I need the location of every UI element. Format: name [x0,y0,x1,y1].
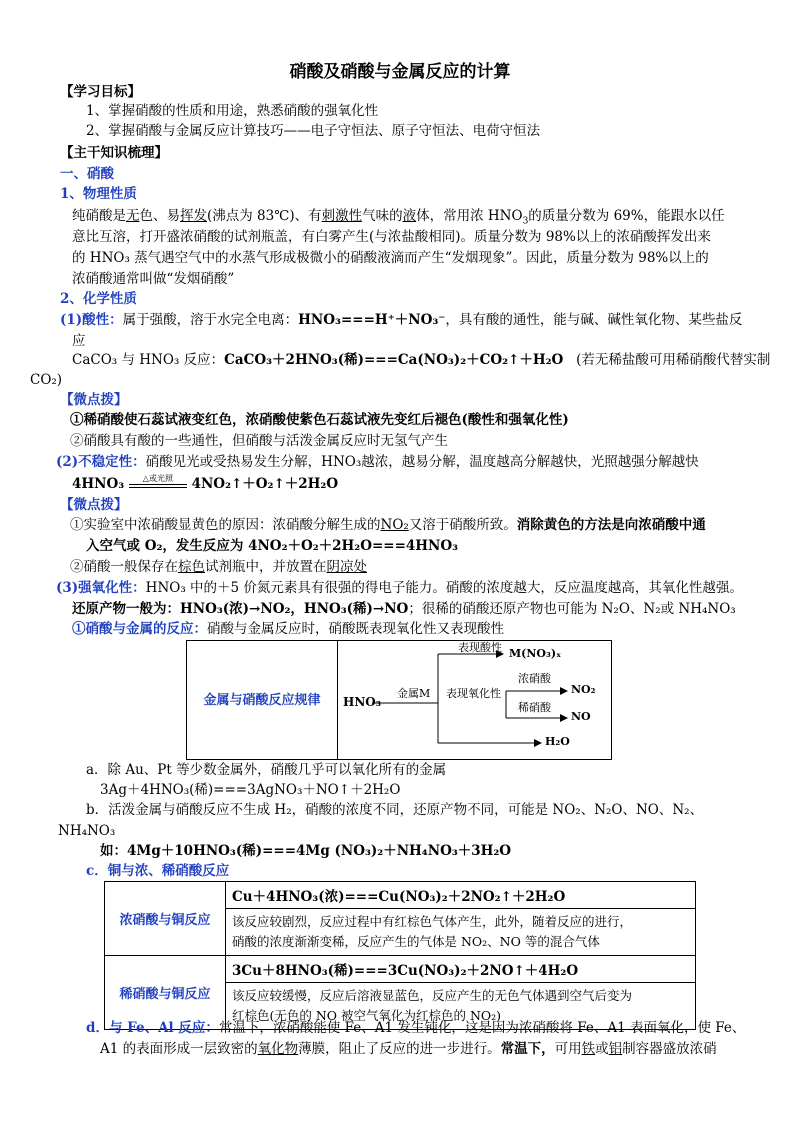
diagram-hno3: HNO₃ [343,695,382,709]
physical-line-3: 的 HNO₃ 蒸气遇空气中的水蒸气形成极微小的硝酸液滴而产生“发烟现象”。因此，质量分数为 98%以上的 [72,250,709,266]
table-row-concentrated-desc: 该反应较剧烈，反应过程中有红棕色气体产生，此外，随着反应的进行， 硝酸的浓度渐渐变稀，反应产生的气体是 NO₂、NO 等的混合气体 [226,909,696,956]
diagram-label: 金属与硝酸反应规律 [203,693,321,708]
tip-2-item-1-cont: 入空气或 O₂，发生反应为 4NO₂＋O₂＋2H₂O===4HNO₃ [86,538,459,554]
acidity-line: (1)酸性：属于强酸，溶于水完全电离：HNO₃===H⁺＋NO₃⁻，具有酸的通性，能与碱、碱性氧化物、某些盐反 [60,312,743,328]
reaction-rule-diagram [186,640,612,760]
tip-1-item-1: ①稀硝酸使石蕊试液变红色，浓硝酸使紫色石蕊试液先变红后褪色(酸性和强氧化性) [70,412,569,428]
tip-1-item-2: ②硝酸具有酸的一些通性，但硝酸与活泼金属反应时无氢气产生 [70,433,448,449]
section-1: 一、硝酸 [60,166,114,182]
table-row-dilute-equation: 3Cu＋8HNO₃(稀)===3Cu(NO₃)₂＋2NO↑＋4H₂O [226,956,696,983]
reaction-condition: △或光照 [142,473,173,483]
diagram-metal: 金属M [397,687,431,700]
diagram-dilute: 稀硝酸 [518,701,551,714]
tip-header-2: 【微点拨】 [60,497,128,513]
diagram-oxidizing: 表现氧化性 [446,687,501,700]
physical-line-2: 意比互溶，打开盛浓硝酸的试剂瓶盖，有白雾产生(与浓盐酸相同)。质量分数为 98%以上的浓硝酸挥发出来 [72,229,711,245]
subsection-chemical: 2、化学性质 [60,291,137,307]
main-header: 【主干知识梳理】 [60,145,168,161]
point-a: a．除 Au、Pt 等少数金属外，硝酸几乎可以氧化所有的金属 [86,762,447,778]
diagram-conc: 浓硝酸 [518,672,551,685]
diagram-mno3: M(NO₃)ₓ [509,647,562,660]
point-d-cont: A1 的表面形成一层致密的氧化物薄膜，阻止了反应的进一步进行。常温下，可用铁或铝制容器盛放浓硝 [100,1041,717,1057]
table-row-dilute-desc: 该反应较缓慢，反应后溶液显蓝色，反应产生的无色气体遇到空气后变为 红棕色(无色的 NO 被空气氧化为红棕色的 NO₂) [226,983,696,1030]
decomposition-equation: 4HNO₃ △或光照 4NO₂↑＋O₂↑＋2H₂O [72,474,338,494]
point-a-equation: 3Ag＋4HNO₃(稀)===3AgNO₃＋NO↑＋2H₂O [100,782,401,798]
point-b: b．活泼金属与硝酸反应不生成 H₂，硝酸的浓度不同，还原产物不同，可能是 NO₂、N₂O、NO、N₂、 [86,802,704,818]
point-b-equation: 如：4Mg＋10HNO₃(稀)===4Mg (NO₃)₂＋NH₄NO₃＋3H₂O [100,843,512,859]
physical-line-1: 纯硝酸是无色、易挥发(沸点为 83℃)、有刺激性气味的液体，常用浓 $HNO_3$的质量分数为 69%，能跟水以任 [72,208,725,227]
point-c: c．铜与浓、稀硝酸反应 [86,863,230,879]
physical-line-4: 浓硝酸通常叫做“发烟硝酸” [72,271,235,287]
table-row-dilute-label: 稀硝酸与铜反应 [105,956,226,1030]
tip-2-item-1: ①实验室中浓硝酸显黄色的原因：浓硝酸分解生成的NO₂又溶于硝酸所致。消除黄色的方法是向浓硝酸中通 [70,517,706,533]
diagram-no2: NO₂ [571,683,596,696]
table-row-concentrated-equation: Cu＋4HNO₃(浓)===Cu(NO₃)₂＋2NO₂↑＋2H₂O [226,882,696,909]
tip-header-1: 【微点拨】 [60,392,128,408]
unstable-line: (2)不稳定性：硝酸见光或受热易发生分解，HNO₃越浓，越易分解，温度越高分解越快，光照越强分解越快 [56,454,699,470]
point-d: d．与 Fe、Al 反应：常温下，浓硝酸能使 Fe、A1 发生钝化，这是因为浓硝酸将 Fe、A1 表面氧化，使 Fe、 [86,1020,746,1036]
table-row-concentrated-label: 浓硝酸与铜反应 [105,882,226,956]
subsection-physical: 1、物理性质 [60,186,137,202]
copper-reaction-table [104,881,696,1030]
acidity-line-2: 应 [72,333,86,349]
diagram-no: NO [571,710,591,723]
goal-header: 【学习目标】 [60,84,141,100]
goal-2: 2、掌握硝酸与金属反应计算技巧——电子守恒法、原子守恒法、电荷守恒法 [86,123,541,139]
caco3-line-2: CO₂) [30,372,63,388]
caco3-line: CaCO₃ 与 HNO₃ 反应：CaCO₃＋2HNO₃(稀)===Ca(NO₃)₂＋CO₂↑＋H₂O (若无稀盐酸可用稀硝酸代替实制 [72,352,771,368]
diagram-acidity: 表现酸性 [458,641,502,654]
tip-2-item-2: ②硝酸一般保存在棕色试剂瓶中，并放置在阴凉处 [70,559,367,575]
diagram-h2o: H₂O [545,735,570,748]
goal-1: 1、掌握硝酸的性质和用途，熟悉硝酸的强氧化性 [86,103,379,119]
oxidation-line: (3)强氧化性：HNO₃ 中的＋5 价氮元素具有很强的得电子能力。硝酸的浓度越大，反应温度越高，其氧化性越强。 [56,580,743,596]
reduction-products-line: 还原产物一般为：HNO₃(浓)→NO₂，HNO₃(稀)→NO；很稀的硝酸还原产物也可能为 N₂O、N₂或 NH₄NO₃ [72,601,736,617]
page-title: 硝酸及硝酸与金属反应的计算 [289,62,511,82]
point-b-cont: NH₄NO₃ [58,823,116,839]
metal-reaction-line: ①硝酸与金属的反应：硝酸与金属反应时，硝酸既表现氧化性又表现酸性 [72,621,504,637]
